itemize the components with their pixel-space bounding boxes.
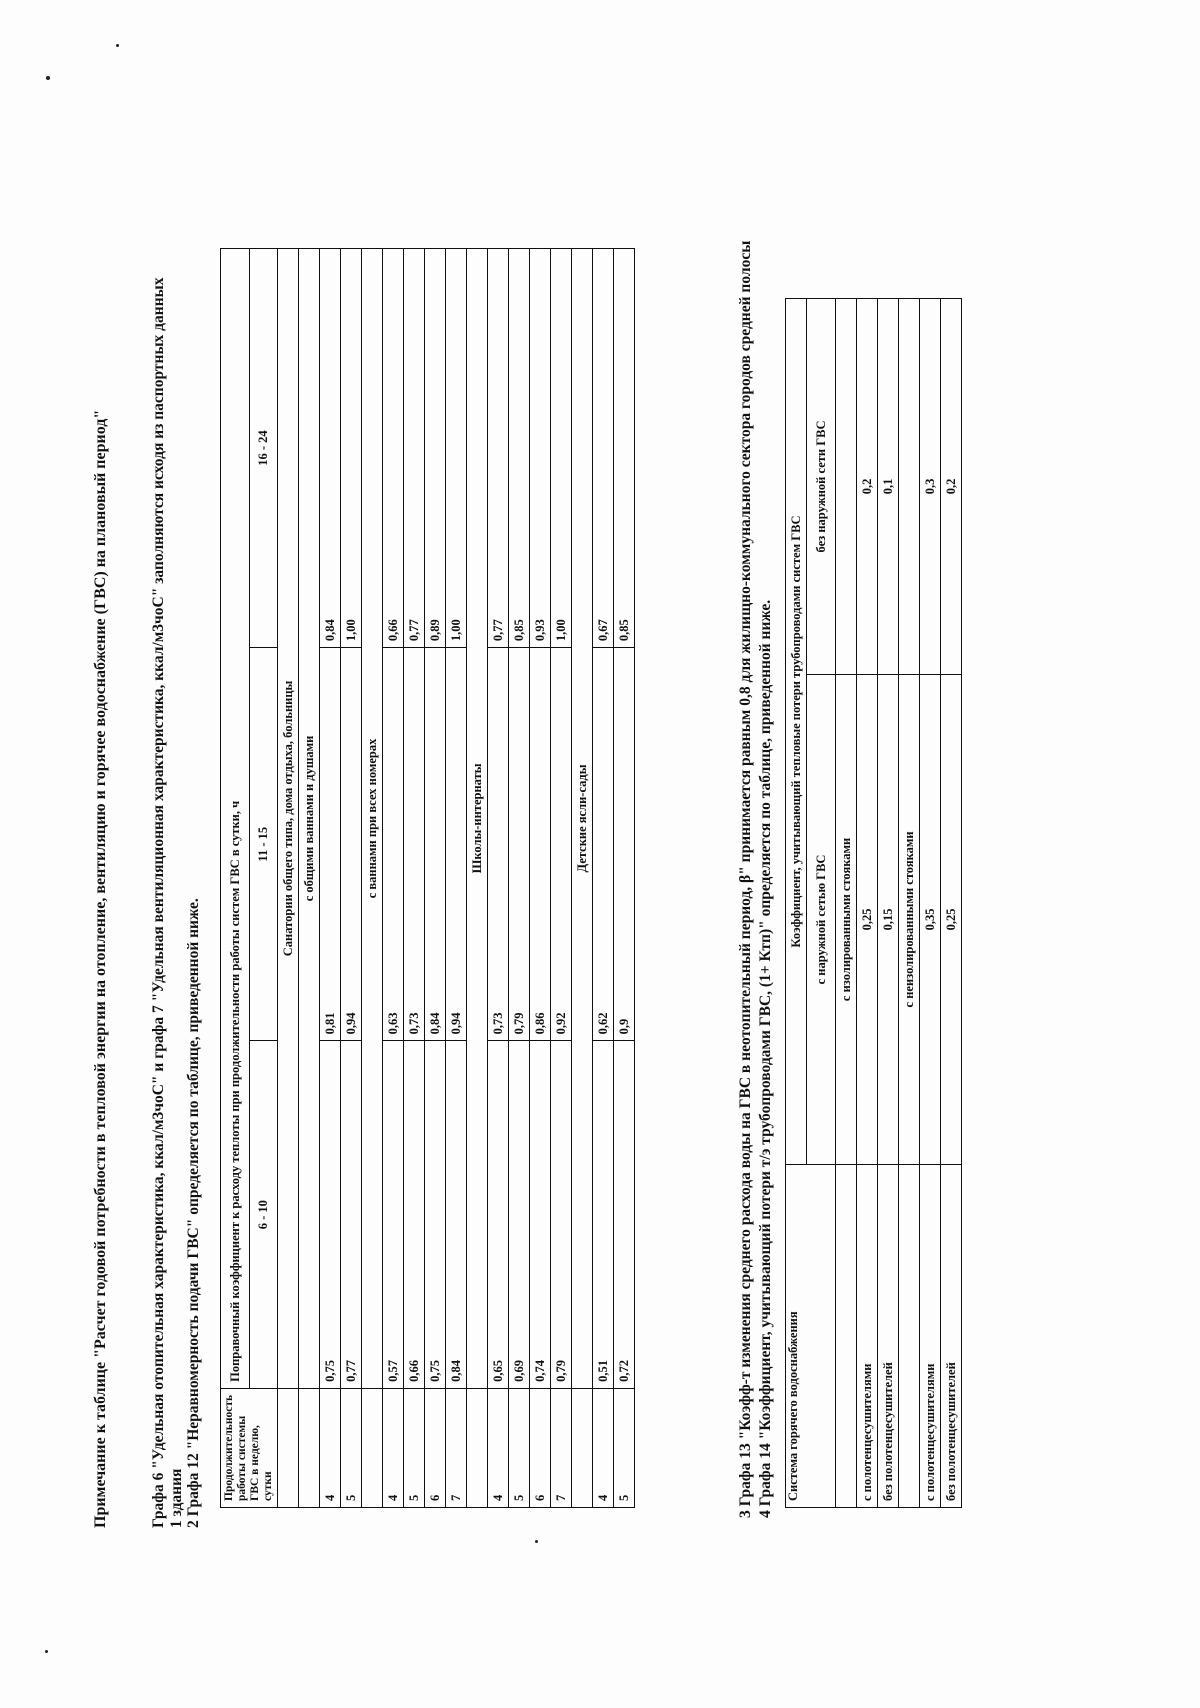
cell-value: 0,66 [404, 1041, 425, 1389]
cell-value: 0,81 [320, 648, 341, 1041]
group-title: Школы-интернаты [467, 249, 488, 1389]
table-header-row [786, 299, 807, 1508]
cell-value: 0,62 [593, 648, 614, 1041]
cell-value: 0,77 [404, 249, 425, 648]
cell-value: 0,3 [920, 299, 941, 675]
cell-value: 1,00 [551, 249, 572, 648]
cell-value: 0,66 [383, 249, 404, 648]
cell-days: 7 [446, 1388, 467, 1507]
cell-value: 0,57 [383, 1041, 404, 1389]
note-graph-6-7: Графа 6 "Удельная отопительная характеристика, ккал/м3чоС" и графа 7 "Удельная вентиляционная характеристика, ккал/м3чоС" заполняются исходя из паспортных данных [150, 277, 167, 1528]
table-head-duration: Продолжительность работы системы ГВС в неделю, сутки [221, 1388, 278, 1507]
cell-value: 0,74 [530, 1041, 551, 1389]
cell-value: 0,79 [551, 1041, 572, 1389]
note-graph-12: 2 Графа 12 "Неравномерность подачи ГВС" определяется по таблице, приведенной ниже. [185, 898, 202, 1528]
cell-value: 0,84 [425, 648, 446, 1041]
group-title: с изолированными стояками [836, 674, 857, 1164]
cell-value: 0,85 [614, 249, 635, 648]
cell-days: 4 [320, 1388, 341, 1507]
table-subhead: 6 - 10 [249, 1041, 278, 1389]
cell-value: 0,94 [341, 648, 362, 1041]
table-row [446, 249, 467, 1508]
cell-value: 0,35 [920, 674, 941, 1164]
cell-days: 5 [509, 1388, 530, 1507]
heat-loss-table [785, 298, 962, 1508]
table-row [920, 299, 941, 1508]
cell-value: 0,86 [530, 648, 551, 1041]
table-row [341, 249, 362, 1508]
group-title: Детские ясли-сады [572, 249, 593, 1389]
table-row [614, 249, 635, 1508]
cell-days: 5 [341, 1388, 362, 1507]
cell-value: 0,84 [320, 249, 341, 648]
table-subhead: с наружной сетью ГВС [807, 674, 836, 1164]
group-subtitle: с ваннами при всех номерах [362, 249, 383, 1389]
cell-value: 0,15 [878, 674, 899, 1164]
cell-value: 1,00 [446, 249, 467, 648]
cell-value: 0,65 [488, 1041, 509, 1389]
table-row [488, 249, 509, 1508]
cell-days: 4 [488, 1388, 509, 1507]
cell-days: 5 [614, 1388, 635, 1507]
cell-system: с полотенцесушителями [920, 1165, 941, 1508]
table-head-system: Система горячего водоснабжения [786, 1165, 836, 1508]
cell-system: без полотенцесушителей [878, 1165, 899, 1508]
cell-value: 0,72 [614, 1041, 635, 1389]
cell-value: 0,93 [530, 249, 551, 648]
cell-value: 0,2 [857, 299, 878, 675]
group-subtitle-row [362, 249, 383, 1508]
table-subhead: без наружной сети ГВС [807, 299, 836, 675]
table-subhead: 11 - 15 [249, 648, 278, 1041]
table-header-row [221, 249, 250, 1508]
group-title-row [836, 299, 857, 1508]
cell-value: 0,92 [551, 648, 572, 1041]
cell-value: 0,63 [383, 648, 404, 1041]
note-graph-13: 3 Графа 13 "Коэфф-т изменения среднего расхода воды на ГВС в неотопительный период, β" принимается равным 0,8 для жилищно-коммунального сектора городов средней полосы [737, 240, 754, 1518]
cell-value: 0,77 [341, 1041, 362, 1389]
cell-days: 6 [530, 1388, 551, 1507]
table-subheader-row [249, 249, 278, 1508]
group-title-row [278, 249, 299, 1508]
cell-value: 0,75 [320, 1041, 341, 1389]
table-subhead: 16 - 24 [249, 249, 278, 648]
group-title-row [572, 249, 593, 1508]
cell-value: 0,77 [488, 249, 509, 648]
table-row [878, 299, 899, 1508]
table-row [941, 299, 962, 1508]
cell-days: 5 [404, 1388, 425, 1507]
group-subtitle-row [299, 249, 320, 1508]
note-title: Примечание к таблице "Расчет годовой потребности в тепловой энергии на отопление, вентиляцию и горячее водоснабжение (ГВС) на плановый период" [92, 409, 109, 1528]
cell-days: 7 [551, 1388, 572, 1507]
group-title-row [467, 249, 488, 1508]
table-row [551, 249, 572, 1508]
cell-value: 0,25 [941, 674, 962, 1164]
cell-value: 0,2 [941, 299, 962, 675]
table-head-main: Поправочный коэффициент к расходу теплоты при продолжительности работы систем ГВС в сутки, ч [221, 249, 250, 1389]
cell-value: 0,9 [614, 648, 635, 1041]
nonuniformity-table [220, 248, 635, 1508]
group-subtitle: с общими ваннами и душами [299, 249, 320, 1389]
cell-days: 4 [383, 1388, 404, 1507]
cell-value: 0,69 [509, 1041, 530, 1389]
table-row [383, 249, 404, 1508]
table-row [857, 299, 878, 1508]
cell-value: 0,1 [878, 299, 899, 675]
note-graph-6-7-cont: 1 здания [168, 1468, 185, 1528]
group-title: Санатории общего типа, дома отдыха, больницы [278, 249, 299, 1389]
cell-value: 0,94 [446, 648, 467, 1041]
table-row [404, 249, 425, 1508]
cell-value: 0,73 [404, 648, 425, 1041]
cell-system: с полотенцесушителями [857, 1165, 878, 1508]
cell-value: 1,00 [341, 249, 362, 648]
cell-days: 4 [593, 1388, 614, 1507]
cell-value: 0,84 [446, 1041, 467, 1389]
cell-system: без полотенцесушителей [941, 1165, 962, 1508]
cell-days: 6 [425, 1388, 446, 1507]
note-graph-14: 4 Графа 14 "Коэффициент, учитывающий потери т/э трубопроводами ГВС, (1+ Ктп)" определяется по таблице, приведенной ниже. [757, 599, 774, 1518]
table-row [530, 249, 551, 1508]
table-row [320, 249, 341, 1508]
cell-value: 0,85 [509, 249, 530, 648]
table-row [509, 249, 530, 1508]
table-row [425, 249, 446, 1508]
cell-value: 0,79 [509, 648, 530, 1041]
cell-value: 0,73 [488, 648, 509, 1041]
group-title: с неизолированными стояками [899, 674, 920, 1164]
cell-value: 0,89 [425, 249, 446, 648]
table-head-main: Коэффициент, учитывающий тепловые потери трубопроводами систем ГВС [786, 299, 807, 1165]
group-title-row [899, 299, 920, 1508]
cell-value: 0,67 [593, 249, 614, 648]
cell-value: 0,51 [593, 1041, 614, 1389]
cell-value: 0,75 [425, 1041, 446, 1389]
table-row [593, 249, 614, 1508]
cell-value: 0,25 [857, 674, 878, 1164]
